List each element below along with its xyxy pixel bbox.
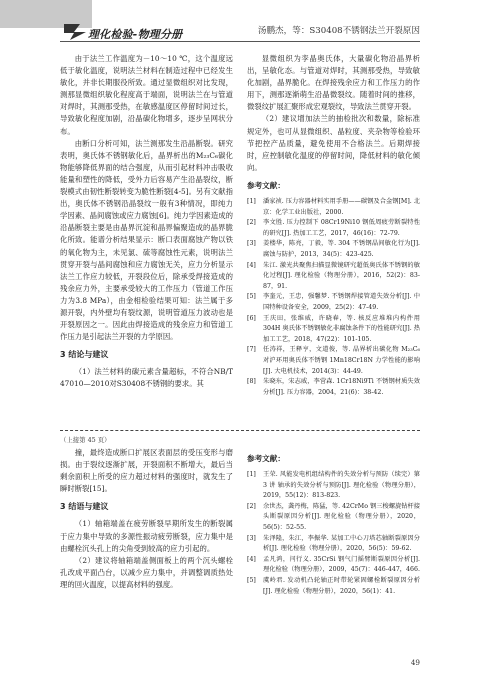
continuation-note: （上接第 45 页） [60, 436, 111, 444]
right-column-top [247, 53, 420, 398]
reference-item [247, 555, 420, 576]
reference-item [247, 218, 420, 239]
right-column-bottom [247, 447, 420, 597]
reference-text: 虞岭君. 发动机凸轮轴正时带轮紧固螺栓断裂原因分析[J]. 理化检验（物理分册），2020，56(1)：41. [263, 577, 420, 595]
body-paragraph: （1）法兰材料的碳元素含量超标，不符合NB/T 47010—2010对S30408不锈钢的要求。其 [60, 367, 233, 389]
reference-text: 朱江. 激光共聚焦扫描显微镜研究超低奥氏体不锈钢的敏化过程[J]. 理化检验（物理分册），2016，52(2)：83-87，91. [263, 261, 420, 290]
reference-item [247, 502, 420, 534]
reference-number: [4] [247, 261, 256, 269]
journal-logo-icon [62, 22, 88, 42]
body-paragraph: （2）建议将轴箱端盖侧面板上的两个沉头螺栓孔改成平面凸台，以减少应力集中，并调整调质热处理的回火温度，以提高材料的强度。 [60, 555, 233, 589]
running-title: 汤鹏杰，等：S30408不锈钢法兰开裂原因 [257, 26, 420, 36]
article-separator [60, 430, 420, 431]
reference-number: [1] [247, 471, 256, 479]
reference-text: 姜楼华，陈亮，丁毅，等. 304 不锈钢晶间敏化行为[J]. 腐蚀与防护，2013，34(5)：423-425. [263, 240, 420, 258]
reference-text: 朱泽隆，朱江，李振华. 某加工中心刀塔芯轴断裂原因分析[J]. 理化检验（物理分册），2020，56(5)：59-62. [263, 534, 420, 553]
body-paragraph: 由断口分析可知，法兰测那发生沿晶断裂。研究表明，奥氏体不锈钢敏化后，晶界析出的M₂₃C₆碳化物能够降低界面的结合强度，从而引起材料冲击吸收能量和塑性的降低，受外力后容易产生沿晶裂纹，断裂模式由韧性断裂转变为脆性断裂[4-5]。另有文献指出，奥氏体不锈钢沿晶裂纹一般有3种情况，即纯力学因素、晶间腐蚀或应力腐蚀[6]。纯力学因素造成的沿晶断裂主要是由晶界沉淀和晶界偏聚造成的晶界脆化所致。能谱分析结果显示：断口表面腐蚀产物以铁的氧化物为主，未见氯、硫等腐蚀性元素，说明法兰贯穿开裂与晶间腐蚀和应力腐蚀无关，应力分析显示法兰工作应力较低，开裂段位后，除承受焊接造成的残余应力外，主要承受较大的工作压力（管道工作压力为3.8 MPa），由金相检验结果可知：法兰属于多源开裂，内外壁均有裂纹源，说明管道压力波动也是开裂原因之一。因此由焊接造成的残余应力和管道工作压力是引起法兰开裂的力学原因。 [60, 138, 233, 342]
reference-number: [3] [247, 240, 256, 248]
reference-text: 孟凡鸿，闫行义. 35CrSi 钢气门摇臂断裂原因分析[J]. 理化检验（物理分册），2009，45(7)：446-447，466. [263, 555, 420, 574]
body-paragraph: 由于法兰工作温度为－10～10 ℃，这个温度远低于敏化温度，说明法兰材料在制造过程中已经发生敏化，并非长期服役所致。通过显微组织对比发现，测那显微组织敏化程度高于端面，说明法兰在与管道对焊时，其测那受热，在敏感温度区停留时间过长，导致敏化程度加剧，沿晶碳化物增多，逐步呈网状分布。 [60, 54, 233, 136]
reference-text: 余世杰，龚丹梅，陈猛，等. 42CrMo 钢三梭螺旋钻杆接头断裂原因分析[J]. 理化检验（物理分册），2020，56(5)：52-55. [263, 502, 420, 532]
reference-text: 王荣. 风能发电机组结构件的失效分析与预防（续完）第 3 讲 轴承的失效分析与预防[J]. 理化检验（物理分册），2019，55(12)：813-823. [263, 471, 420, 500]
reference-list [247, 470, 420, 597]
reference-item [247, 239, 420, 260]
reference-text: 任涛祥，王释亨，文道俊，等. 晶界析出碳化物 M₂₃C₆ 对沪环用奥氏体不锈钢 1Mn18Cr18N 力学性能的影响[J]. 大电机技术，2014(3)：44-49. [263, 346, 420, 375]
reference-number: [7] [247, 346, 256, 354]
reference-text: 朱晓东，宋志威，李营森. 1Cr18Ni9Ti 不锈钢材质失效分析[J]. 压力容器，2004，21(6)：38-42. [263, 378, 420, 396]
reference-item [247, 377, 420, 398]
body-paragraph: （1）轴箱端盖在疲劳断裂早期所发生的断裂属于应力集中导致的多源性振动疲劳断裂，应力集中是由螺栓沉头孔上的尖角受到较高的应力引起的。 [60, 519, 233, 553]
references-heading: 参考文献： [247, 180, 285, 190]
reference-number: [5] [247, 577, 256, 585]
body-paragraph: 撞，最终造成断口扩展区表面层的受压变形与磨损。由于裂纹逐渐扩展，开裂面积不断增大，最后当剩余面积上所受的应力超过材料的强度时，就发生了瞬时断裂[15]。 [60, 448, 233, 494]
left-column-top [60, 53, 233, 391]
reference-number: [1] [247, 198, 256, 206]
reference-item [247, 576, 420, 597]
reference-number: [3] [247, 534, 256, 542]
reference-number: [5] [247, 293, 256, 301]
left-column-bottom [60, 447, 233, 591]
journal-name: 理化检验-物理分册 [88, 28, 183, 41]
reference-item [247, 261, 420, 293]
reference-text: 王庆田，张维威，许晓春，等. 核反应堆堆内构件用 304H 奥氏体不锈钢敏化非腐蚀条件下的性能研究[J]. 热加工工艺，2018，47(22)：101-105. [263, 314, 420, 343]
reference-item [247, 314, 420, 346]
reference-number: [8] [247, 378, 256, 386]
body-paragraph: 显微组织为孪晶奥氏体，大量碳化物沿晶界析出，呈敏化态。与管道对焊时，其测那受热，导致敏化加剧，晶界脆化。在焊接残余应力和工作压力的作用下，测那逐渐萌生沿晶微裂纹。随着时间的推移，微裂纹扩展汇聚形成宏观裂纹，导致法兰贯穿开裂。 [247, 54, 420, 112]
reference-text: 潘家祯. 压力容器材料实用手册——碳钢及合金钢[M]. 北京：化学工业出版社，2000. [263, 198, 420, 216]
reference-item [247, 534, 420, 555]
reference-text: 李奎元，王忠，强馨梦. 不锈钢焊接管道失效分析[J]. 中国特种设备安全，2009，25(2)：47-49. [263, 293, 420, 311]
reference-number: [4] [247, 555, 256, 563]
body-paragraph: （2）建议增加法兰的抽检批次和数量，除标准规定外，也可从显微组织、晶粒度、夹杂物等检验环节把控产品质量，避免使用不合格法兰。后期焊接时，应控制敏化温度的停留时间，降低材料的敏化倾向。 [247, 114, 420, 172]
section-heading: 3 结论与建议 [60, 350, 109, 360]
reference-item [247, 197, 420, 218]
reference-number: [2] [247, 502, 256, 510]
page-number: 49 [410, 658, 420, 667]
reference-list [247, 197, 420, 398]
reference-number: [2] [247, 219, 256, 227]
reference-text: 李文胜. 压力控制下 08Cr19Ni10 钢低周疲劳断裂特性的研究[J]. 热加工工艺，2017，46(16)：72-79. [263, 219, 420, 237]
reference-number: [6] [247, 314, 256, 322]
section-heading: 3 结语与建议 [60, 502, 109, 512]
reference-item [247, 345, 420, 377]
header-rule [60, 41, 420, 42]
references-heading: 参考文献： [247, 454, 285, 463]
reference-item [247, 470, 420, 502]
reference-item [247, 292, 420, 313]
